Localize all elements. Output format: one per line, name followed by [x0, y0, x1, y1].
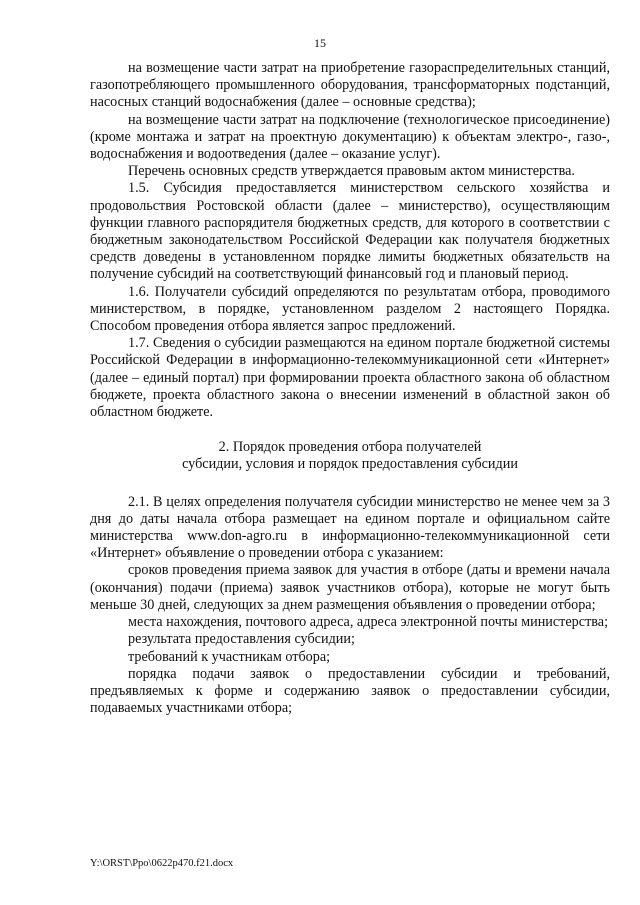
paragraph-result: результата предоставления субсидии; — [128, 631, 355, 648]
paragraph-asset-list: Перечень основных средств утверждается правовым актом министерства. — [128, 163, 575, 180]
paragraph-location: места нахождения, почтового адреса, адреса электронной почты министерства; — [128, 614, 609, 631]
footer-file-path: Y:\ORST\Ppo\0622p470.f21.docx — [90, 858, 234, 869]
section-heading-line2: субсидии, условия и порядок предоставления субсидии — [182, 456, 518, 473]
paragraph-fixed-assets: на возмещение части затрат на приобретение газораспределительных станций, газопотребляющего промышленного оборудования, трансформаторных подстанций, насосных станций водоснабжения (далее – основные средства); — [90, 60, 610, 111]
section-heading-line1: 2. Порядок проведения отбора получателей — [218, 439, 482, 456]
page-number: 15 — [314, 36, 326, 50]
paragraph-1-6: 1.6. Получатели субсидий определяются по результатам отбора, проводимого министерством, в порядке, установленном разделом 2 настоящего Порядка. Способом проведения отбора является запрос предложений. — [90, 283, 610, 335]
section-heading — [90, 439, 610, 473]
paragraph-requirements: требований к участникам отбора; — [128, 648, 331, 665]
paragraph-application-procedure: порядка подачи заявок о предоставлении субсидии и требований, предъявляемых к форме и содержанию заявок о предоставлении субсидии, подаваемых участниками отбора; — [90, 665, 610, 717]
document-body — [90, 60, 610, 717]
paragraph-2-1: 2.1. В целях определения получателя субсидии министерство не менее чем за 3 дня до даты начала отбора размещает на едином портале и официальном сайте министерства www.don-agro.ru в информационно-телекоммуникационной сети «Интернет» объявление о проведении отбора с указанием: — [90, 493, 610, 562]
paragraph-1-5: 1.5. Субсидия предоставляется министерством сельского хозяйства и продовольствия Ростовской области (далее – министерство), осуществляющим функции главного распорядителя бюджетных средств, для которого в соответствии с бюджетным законодательством Российской Федерации как получателя бюджетных средств доведены в установленном порядке лимиты бюджетных обязательств на получение субсидий на соответствующий финансовый год и плановый период. — [90, 180, 610, 283]
paragraph-1-7: 1.7. Сведения о субсидии размещаются на едином портале бюджетной системы Российской Федерации в информационно-телекоммуникационной сети «Интернет» (далее – единый портал) при формировании проекта областного закона об областном бюджете, проекта областного закона о внесении изменений в областной закон об областном бюджете. — [90, 335, 610, 421]
paragraph-connection-services: на возмещение части затрат на подключение (технологическое присоединение) (кроме монтажа и затрат на проектную документацию) к объектам электро-, газо-, водоснабжения и водоотведения (далее – оказание услуг). — [90, 111, 610, 163]
paragraph-deadlines: сроков проведения приема заявок для участия в отборе (даты и времени начала (окончания) подачи (приема) заявок участников отбора), которые не могут быть меньше 30 дней, следующих за днем размещения объявления о проведении отбора; — [90, 562, 610, 613]
